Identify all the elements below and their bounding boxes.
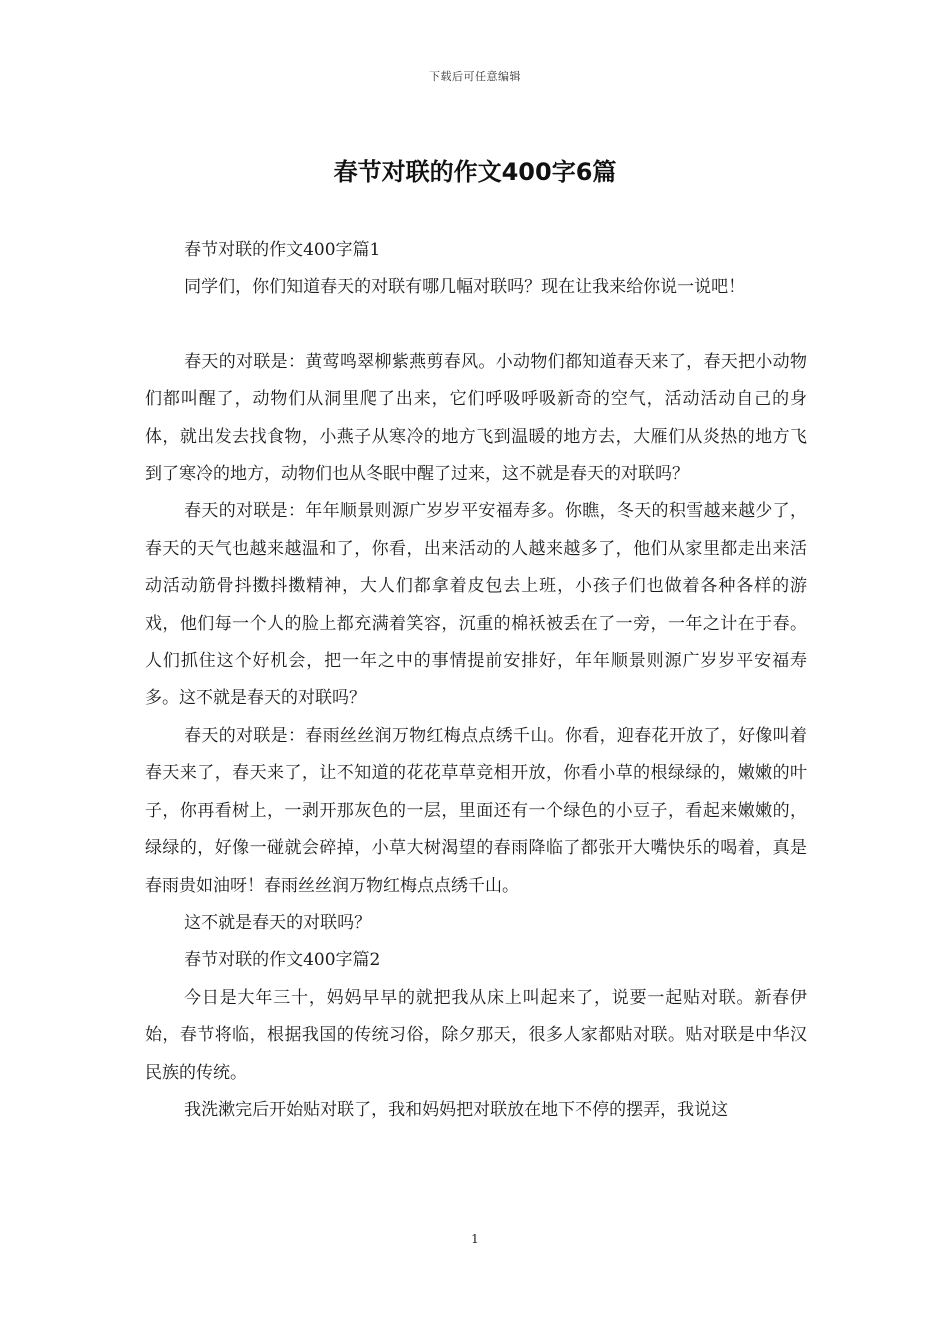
section-heading-2: 春节对联的作文400字篇2 bbox=[184, 950, 381, 971]
header-note: 下载后可任意编辑 bbox=[429, 70, 521, 83]
paragraph: 这不就是春天的对联吗？ bbox=[184, 912, 372, 933]
paragraph: 同学们，你们知道春天的对联有哪几幅对联吗？现在让我来给你说一说吧！ bbox=[184, 277, 746, 298]
paragraph: 我洗漱完后开始贴对联了，我和妈妈把对联放在地下不停的摆弄，我说这 bbox=[184, 1099, 729, 1120]
document-title: 春节对联的作文400字6篇 bbox=[333, 158, 617, 186]
paragraph: 今日是大年三十，妈妈早早的就把我从床上叫起来了，说要一起贴对联。新春伊始，春节将临，根据我国的传统习俗，除夕那天，很多人家都贴对联。贴对联是中华汉民族的传统。 bbox=[145, 987, 807, 1083]
paragraph: 春天的对联是：春雨丝丝润万物红梅点点绣千山。你看，迎春花开放了，好像叫着春天来了，春天来了，让不知道的花花草草竞相开放，你看小草的根绿绿的，嫩嫩的叶子，你再看树上，一剥开那灰色的一层，里面还有一个绿色的小豆子，看起来嫩嫩的，绿绿的，好像一碰就会碎掉，小草大树渴望的春雨降临了都张开大嘴快乐的喝着，真是春雨贵如油呀！春雨丝丝润万物红梅点点绣千山。 bbox=[145, 725, 807, 896]
document-body bbox=[145, 232, 807, 1129]
section-heading-1: 春节对联的作文400字篇1 bbox=[184, 240, 381, 260]
paragraph: 春天的对联是：年年顺景则源广岁岁平安福寿多。你瞧，冬天的积雪越来越少了，春天的天气也越来越温和了，你看，出来活动的人越来越多了，他们从家里都走出来活动活动筋骨抖擞抖擞精神，大人们都拿着皮包去上班，小孩子们也做着各种各样的游戏，他们每一个人的脸上都充满着笑容，沉重的棉袄被丢在了一旁，一年之计在于春。人们抓住这个好机会，把一年之中的事情提前安排好，年年顺景则源广岁岁平安福寿多。这不就是春天的对联吗？ bbox=[145, 501, 807, 709]
page-number: 1 bbox=[471, 1232, 479, 1246]
paragraph: 春天的对联是：黄莺鸣翠柳紫燕剪春风。小动物们都知道春天来了，春天把小动物们都叫醒了，动物们从洞里爬了出来，它们呼吸呼吸新奇的空气，活动活动自己的身体，就出发去找食物，小燕子从寒冷的地方飞到温暖的地方去，大雁们从炎热的地方飞到了寒冷的地方，动物们也从冬眠中醒了过来，这不就是春天的对联吗？ bbox=[145, 351, 807, 485]
